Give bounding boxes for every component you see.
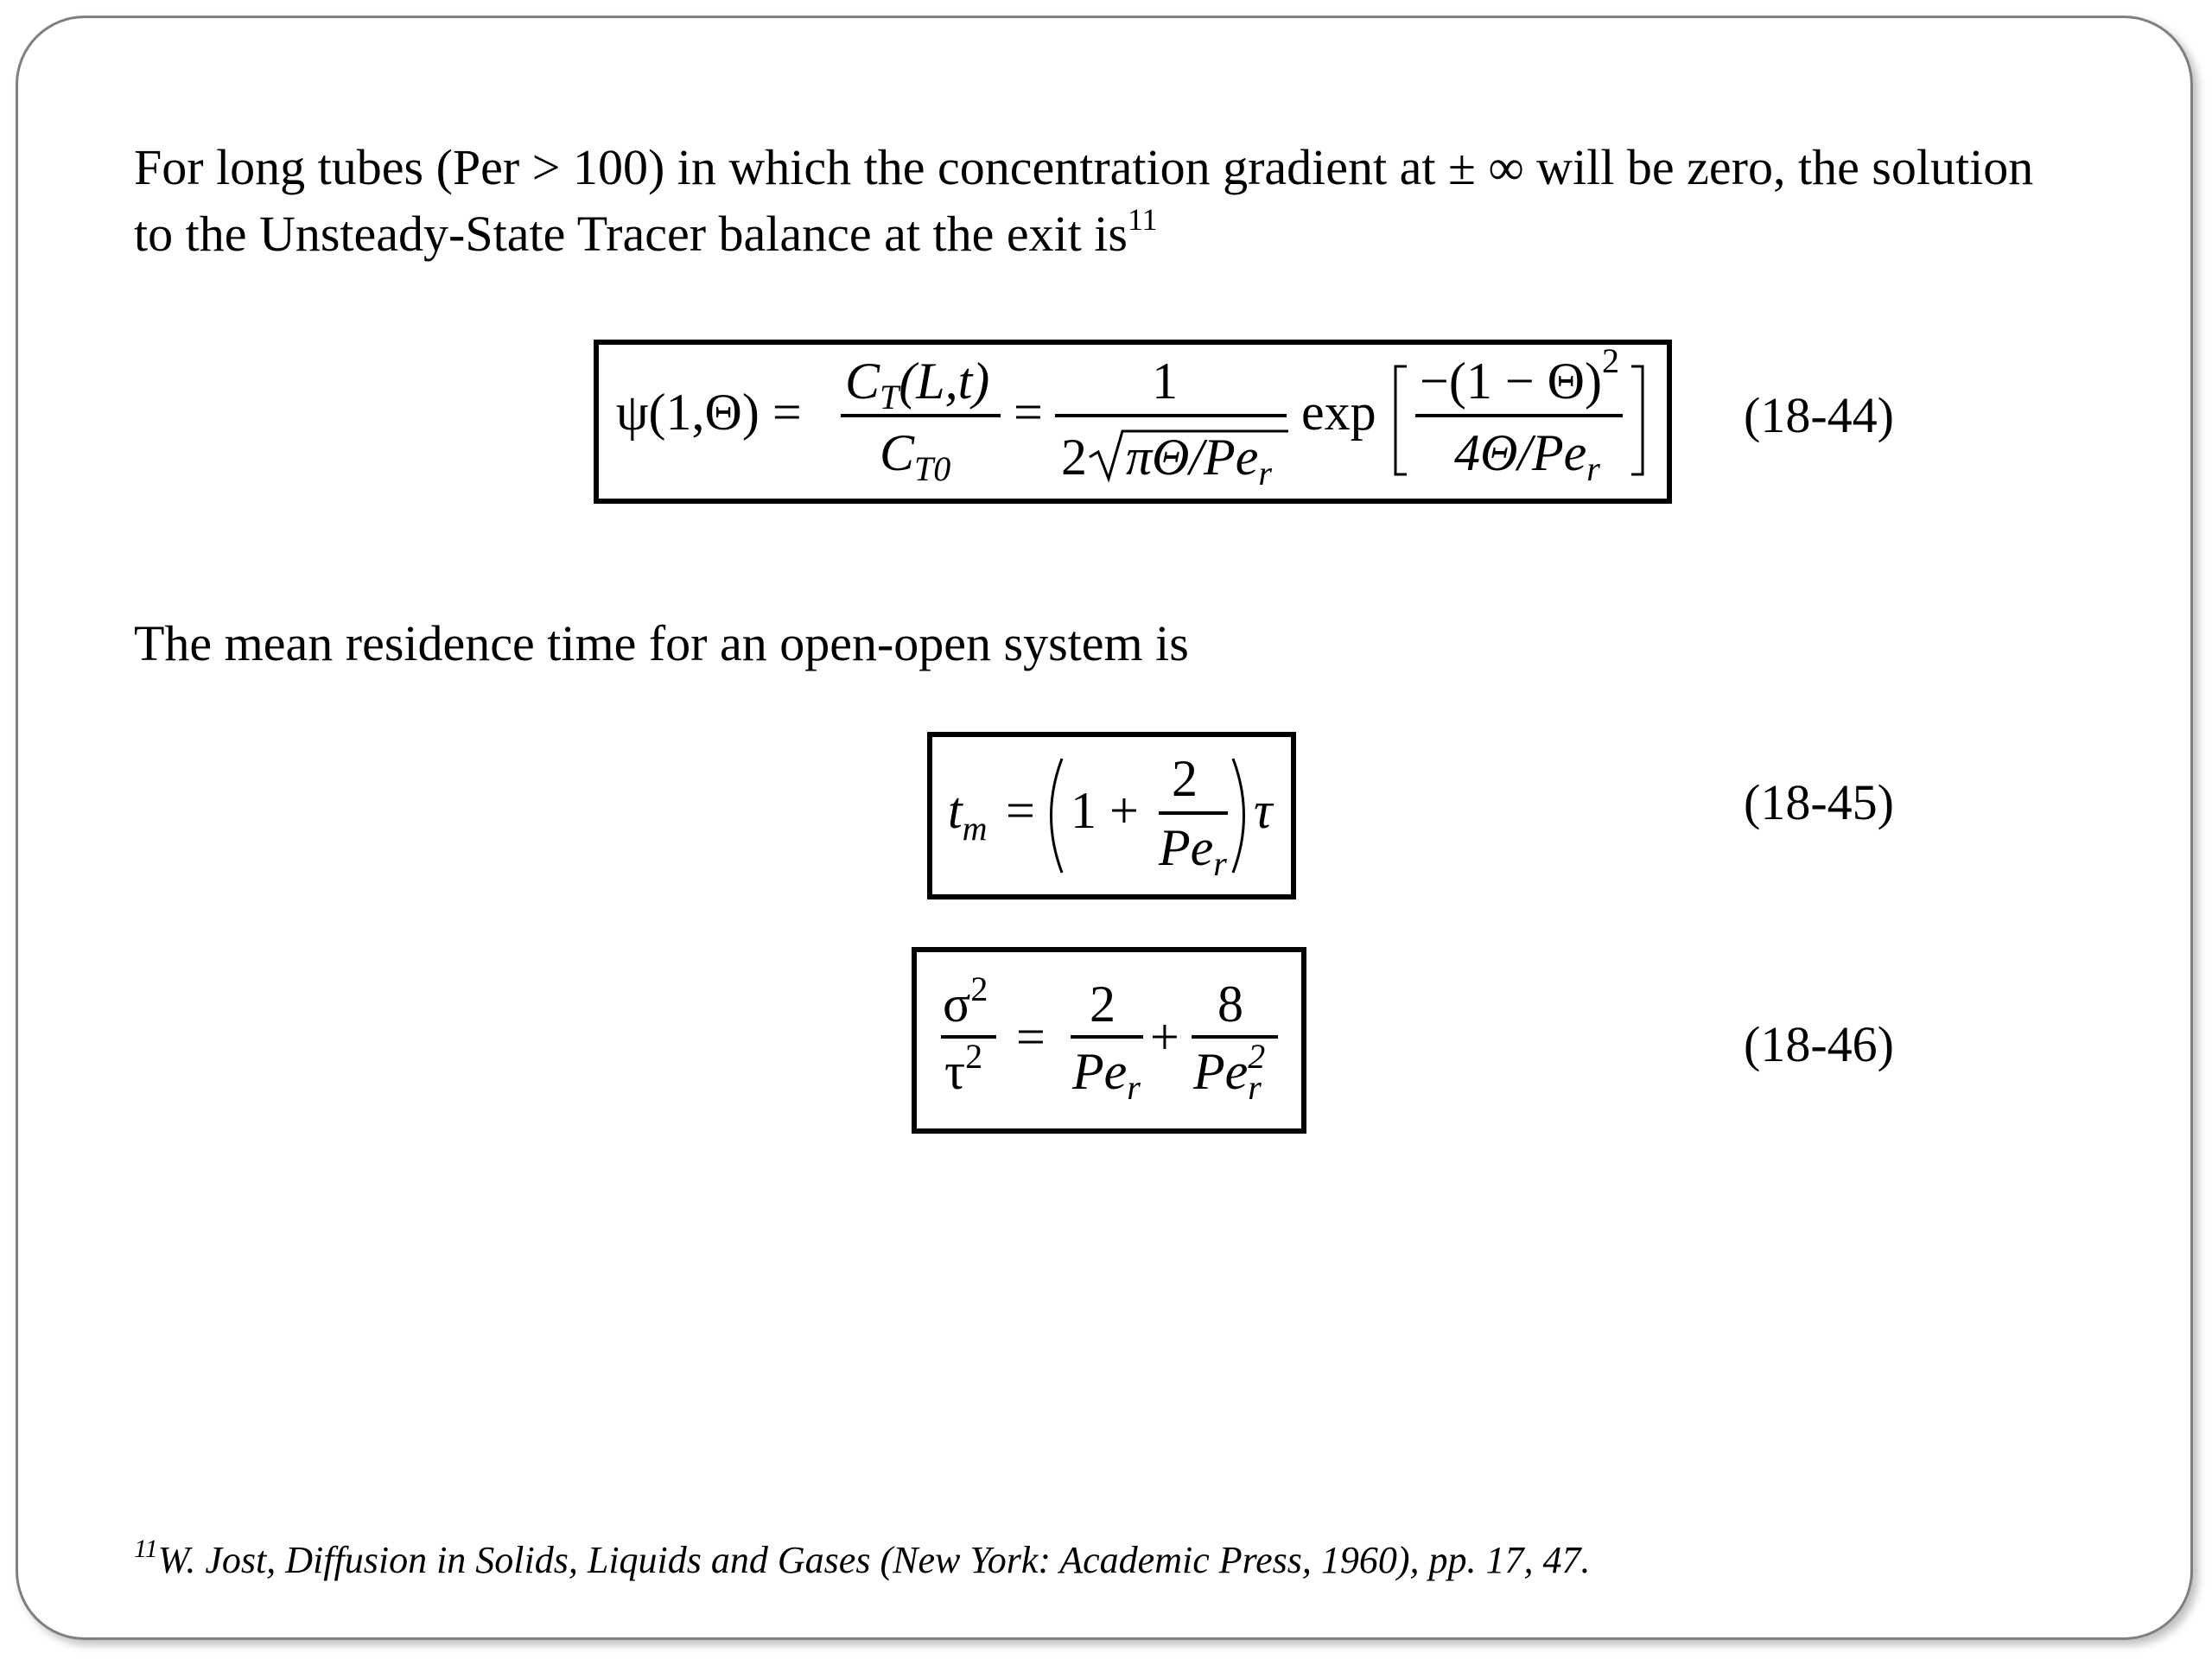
equation-18-45 <box>927 732 1296 899</box>
eq44-den2-root: $\pi\Theta/Pe_r$ <box>1126 429 1272 493</box>
eq45-t: $t_m$ <box>948 782 988 848</box>
eq44-num3: $-(1 - \Theta)^2$ <box>1420 345 1619 410</box>
footnote <box>134 1535 1591 1582</box>
eq45-eq: = <box>1006 782 1035 839</box>
mean-residence-text: The mean residence time for an open-open system is <box>134 615 1189 671</box>
intro-line-1: For long tubes (Per > 100) in which the concentration gradient at ± ∞ will be zero, the solution <box>134 139 2034 195</box>
eq-number-18-44: (18-44) <box>1744 387 1894 443</box>
footnote-number: 11 <box>134 1535 158 1563</box>
eq44-lhs: ψ(1,Θ) = <box>616 384 802 441</box>
intro-line-2: to the Unsteady-State Tracer balance at the exit $is^{11}$ <box>134 202 1158 262</box>
equation-18-46 <box>912 947 1306 1134</box>
eq-number-18-45: (18-45) <box>1744 774 1894 830</box>
eq46-num2: 2 <box>1090 976 1116 1033</box>
eq46-den2: $Pe_r$ <box>1072 1043 1141 1107</box>
eq45-num: 2 <box>1172 750 1198 807</box>
eq44-eq2: = <box>1014 384 1043 441</box>
eq44-den3: $4\Theta/Pe_r$ <box>1454 424 1600 488</box>
eq45-right-paren <box>1233 759 1244 873</box>
eq46-num1: $\sigma^2$ <box>943 969 988 1033</box>
eq45-tau: τ <box>1254 782 1273 839</box>
eq46-den1: $\tau^2$ <box>944 1037 983 1100</box>
eq45-den: $Pe_r$ <box>1159 819 1227 883</box>
footnote-ref: 11 <box>1127 202 1158 237</box>
eq45-one-plus: 1 + <box>1071 782 1139 839</box>
eq-number-18-46: (18-46) <box>1744 1016 1894 1072</box>
eq44-right-bracket <box>1631 366 1643 474</box>
eq44-left-bracket <box>1395 366 1407 474</box>
eq44-den2-pre: 2 <box>1061 429 1087 486</box>
eq46-den3: Pe$^2$ r <box>1193 1037 1266 1107</box>
equation-18-44 <box>594 340 1672 504</box>
eq44-exp: exp <box>1301 384 1376 441</box>
eq44-num2: 1 <box>1152 353 1178 410</box>
eq44-den1: $C_{T0}$ <box>880 424 951 488</box>
eq45-left-paren <box>1052 759 1063 873</box>
eq44-num1: $C_T(L,t)$ <box>845 353 990 416</box>
eq46-eq: = <box>1016 1008 1046 1065</box>
eq46-num3: 8 <box>1217 976 1243 1033</box>
footnote-text: W. Jost, Diffusion in Solids, Liquids and Gases (New York: Academic Press, 1960), pp. 17, 47. <box>157 1539 1591 1581</box>
eq46-plus: + <box>1150 1008 1179 1065</box>
